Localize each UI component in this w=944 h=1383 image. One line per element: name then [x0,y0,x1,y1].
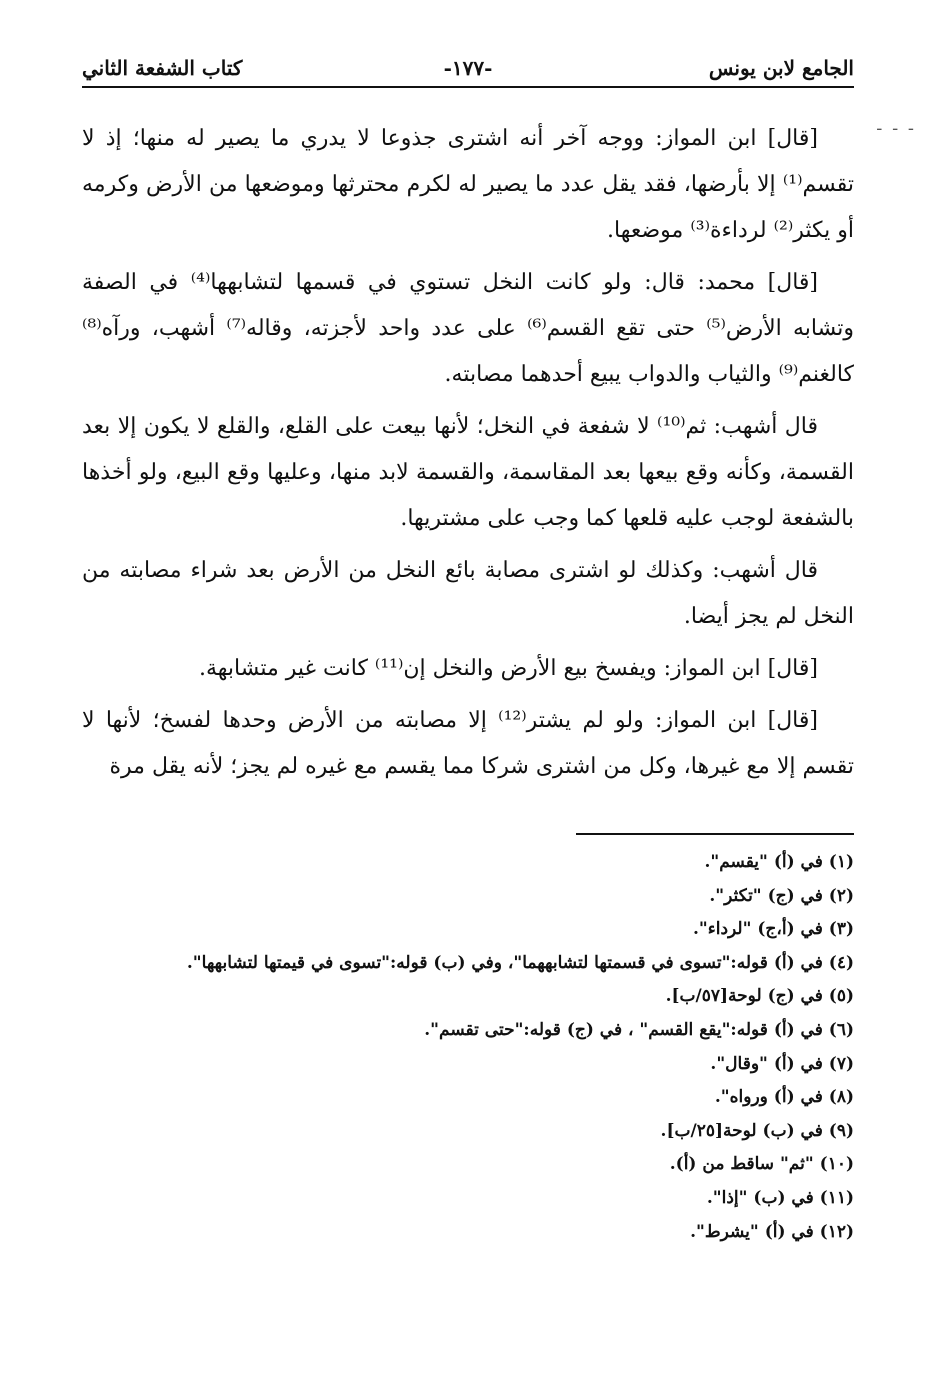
paragraph: [قال] ابن المواز: ويفسخ بيع الأرض والنخل إن⁽¹¹⁾ كانت غير متشابهة. [198,656,818,681]
footnote: (٥) في (ج) لوحة[٥٧/ب]. [665,986,854,1007]
margin-mark: - - - [876,118,916,139]
paragraph: [قال] ابن المواز: ووجه آخر أنه اشترى جذوعا لا يدري ما يصير له منها؛ إذ لا تقسم⁽¹⁾ إلا بأرضها، فقد يقل عدد ما يصير له لكرم محترثها وموضعها من الأرض وكرمه أو يكثر⁽²⁾ لرداءة⁽³⁾ موضعها. [82,126,854,243]
book-title: الجامع لابن يونس [708,56,854,80]
footnote: (١) في (أ) "يقسم". [704,852,854,872]
running-header [82,52,854,88]
footnote: (٣) في (أ،ج) "لرداء". [692,919,854,940]
footnote: (٨) في (أ) ورواه". [714,1087,854,1108]
footnote: (٢) في (ج) "تكثر". [709,885,854,906]
footnote: (٦) في (أ) قوله:"يقع القسم" ، في (ج) قوله:"حتى تقسم". [424,1019,854,1040]
chapter-title: كتاب الشفعة الثاني [82,56,243,80]
main-text [82,116,854,796]
footnote: (٩) في (ب) لوحة[٢٥/ب]. [660,1120,854,1141]
footnote: (١٢) في (أ) "يشرط". [690,1221,854,1242]
header-rule [82,86,854,88]
footnote: (١١) في (ب) "إذا". [706,1187,854,1208]
paragraph: قال أشهب: وكذلك لو اشترى مصابة بائع النخل من الأرض بعد شراء مصابته من النخل لم يجز أيضا. [82,558,854,629]
footnote-rule [576,833,854,835]
footnote: (٤) في (أ) قوله:"تسوى في قسمتها لتشابههما"، وفي (ب) قوله:"تسوى في قيمتها لتشابهها". [186,952,854,973]
footnote: (١٠) "ثم" ساقط من (أ). [669,1154,854,1175]
footnotes [120,846,854,1249]
page-number: -١٧٧- [443,56,493,80]
paragraph: [قال] ابن المواز: ولو لم يشتر⁽¹²⁾ إلا مصابته من الأرض وحدها لفسخ؛ لأنها لا تقسم إلا مع غيرها، وكل من اشترى شركا مما يقسم مع غيره لم يجز؛ لأنه يقل مرة [82,708,854,779]
paragraph: [قال] محمد: قال: ولو كانت النخل تستوي في قسمها لتشابهها⁽⁴⁾ في الصفة وتشابه الأرض⁽⁵⁾ حتى تقع القسم⁽⁶⁾ على عدد واحد لأجزته، وقاله⁽⁷⁾ أشهب، ورآه⁽⁸⁾ كالغنم⁽⁹⁾ والثياب والدواب يبيع أحدهما مصابته. [82,270,854,387]
paragraph: قال أشهب: ثم⁽¹⁰⁾ لا شفعة في النخل؛ لأنها بيعت على القلع، والقلع لا يكون إلا بعد القسمة، وكأنه وقع بيعها بعد المقاسمة، والقسمة لابد منها، وعليها وقع البيع، ولو أخذها بالشفعة لوجب عليه قلعها كما وجب على مشتريها. [82,414,854,531]
footnote: (٧) في (أ) "وقال". [710,1053,854,1074]
